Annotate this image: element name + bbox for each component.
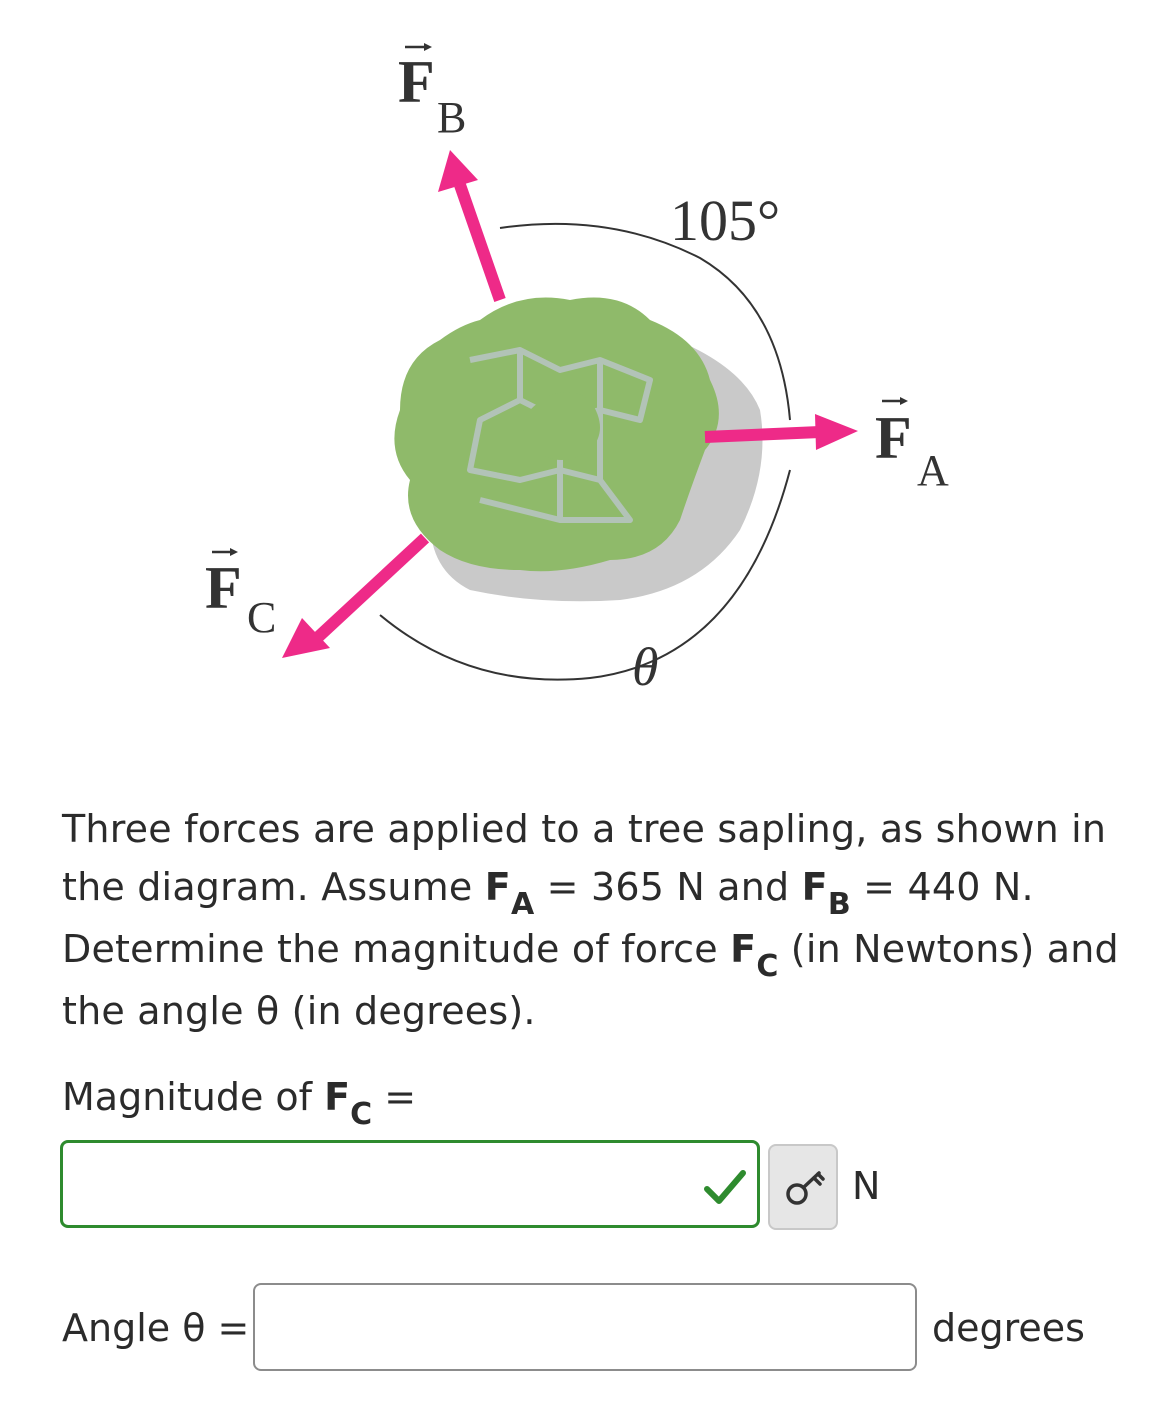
- problem-text-2: = 365 N and: [534, 865, 802, 909]
- magnitude-unit: N: [852, 1164, 881, 1208]
- problem-text-3: = 440 N. Determine the magnitude of force: [62, 865, 1034, 971]
- label-fc-sub: C: [247, 593, 277, 642]
- magnitude-label-sub: C: [350, 1097, 373, 1132]
- magnitude-label-prefix: Magnitude of: [62, 1075, 325, 1119]
- label-fb-main: F: [398, 49, 435, 115]
- angle-label: Angle θ =: [62, 1306, 250, 1350]
- angle-unit: degrees: [932, 1306, 1085, 1350]
- angle-input[interactable]: [253, 1283, 917, 1371]
- problem-text-4: (in Newtons) and the angle θ (in degrees).: [62, 927, 1119, 1033]
- magnitude-label: [62, 1075, 417, 1132]
- checkmark-icon: [703, 1165, 747, 1209]
- label-fa-main: F: [875, 405, 912, 471]
- problem-fc-sub: C: [756, 949, 779, 984]
- angle-theta-label: θ: [632, 637, 659, 697]
- label-fc-main: F: [205, 555, 242, 621]
- problem-fb-sub: B: [827, 887, 851, 922]
- angle-105-label: 105°: [670, 188, 781, 253]
- problem-fa-sub: A: [510, 887, 535, 922]
- problem-text-1: Three forces are applied to a tree sapling, as shown in the diagram. Assume: [62, 807, 1107, 909]
- label-fb-sub: B: [437, 93, 467, 142]
- magnitude-input[interactable]: [60, 1140, 760, 1228]
- label-fa: [875, 397, 949, 495]
- problem-statement: [62, 800, 1122, 1040]
- show-key-button[interactable]: [768, 1144, 838, 1230]
- problem-fb-main: F: [801, 865, 828, 909]
- magnitude-label-suffix: =: [372, 1075, 417, 1119]
- force-c-arrow: [282, 538, 425, 658]
- label-fa-sub: A: [917, 446, 949, 495]
- problem-fa-main: F: [484, 865, 511, 909]
- problem-fc-main: F: [730, 927, 757, 971]
- label-fc: [205, 548, 276, 642]
- key-icon: [783, 1166, 827, 1210]
- label-fb: [398, 43, 466, 142]
- magnitude-label-main: F: [324, 1075, 351, 1119]
- force-b-arrow: [438, 150, 500, 300]
